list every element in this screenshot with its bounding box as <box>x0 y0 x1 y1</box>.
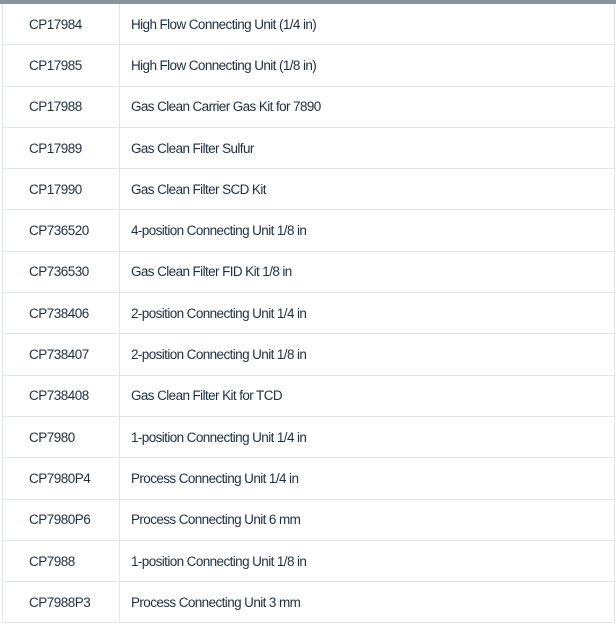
parts-table-body <box>3 4 615 623</box>
part-number-cell: CP17985 <box>3 45 120 86</box>
description-cell: Process Connecting Unit 3 mm <box>120 582 615 623</box>
description-cell: Gas Clean Filter SCD Kit <box>120 169 615 210</box>
table-row <box>3 416 615 457</box>
description-cell: Gas Clean Filter Sulfur <box>120 127 615 168</box>
parts-table <box>2 4 615 623</box>
description-cell: 4-position Connecting Unit 1/8 in <box>120 210 615 251</box>
part-number-cell: CP17989 <box>3 127 120 168</box>
description-cell: Gas Clean Carrier Gas Kit for 7890 <box>120 86 615 127</box>
table-row <box>3 334 615 375</box>
table-row <box>3 251 615 292</box>
part-number-cell: CP17984 <box>3 4 120 45</box>
description-cell: 2-position Connecting Unit 1/4 in <box>120 293 615 334</box>
part-number-cell: CP738408 <box>3 375 120 416</box>
part-number-cell: CP736520 <box>3 210 120 251</box>
table-row <box>3 210 615 251</box>
part-number-cell: CP7980 <box>3 416 120 457</box>
description-cell: Gas Clean Filter Kit for TCD <box>120 375 615 416</box>
table-row <box>3 499 615 540</box>
description-cell: Process Connecting Unit 6 mm <box>120 499 615 540</box>
part-number-cell: CP17990 <box>3 169 120 210</box>
description-cell: 1-position Connecting Unit 1/8 in <box>120 540 615 581</box>
description-cell: High Flow Connecting Unit (1/4 in) <box>120 4 615 45</box>
table-row <box>3 540 615 581</box>
table-row <box>3 582 615 623</box>
description-cell: Gas Clean Filter FID Kit 1/8 in <box>120 251 615 292</box>
parts-table-container <box>2 4 614 623</box>
part-number-cell: CP7988P3 <box>3 582 120 623</box>
table-row <box>3 458 615 499</box>
description-cell: 2-position Connecting Unit 1/8 in <box>120 334 615 375</box>
part-number-cell: CP738407 <box>3 334 120 375</box>
description-cell: Process Connecting Unit 1/4 in <box>120 458 615 499</box>
description-cell: 1-position Connecting Unit 1/4 in <box>120 416 615 457</box>
table-row <box>3 86 615 127</box>
part-number-cell: CP736530 <box>3 251 120 292</box>
table-row <box>3 375 615 416</box>
table-row <box>3 293 615 334</box>
part-number-cell: CP7988 <box>3 540 120 581</box>
description-cell: High Flow Connecting Unit (1/8 in) <box>120 45 615 86</box>
table-row <box>3 169 615 210</box>
part-number-cell: CP17988 <box>3 86 120 127</box>
table-row <box>3 45 615 86</box>
part-number-cell: CP7980P6 <box>3 499 120 540</box>
part-number-cell: CP738406 <box>3 293 120 334</box>
table-row <box>3 4 615 45</box>
part-number-cell: CP7980P4 <box>3 458 120 499</box>
table-row <box>3 127 615 168</box>
